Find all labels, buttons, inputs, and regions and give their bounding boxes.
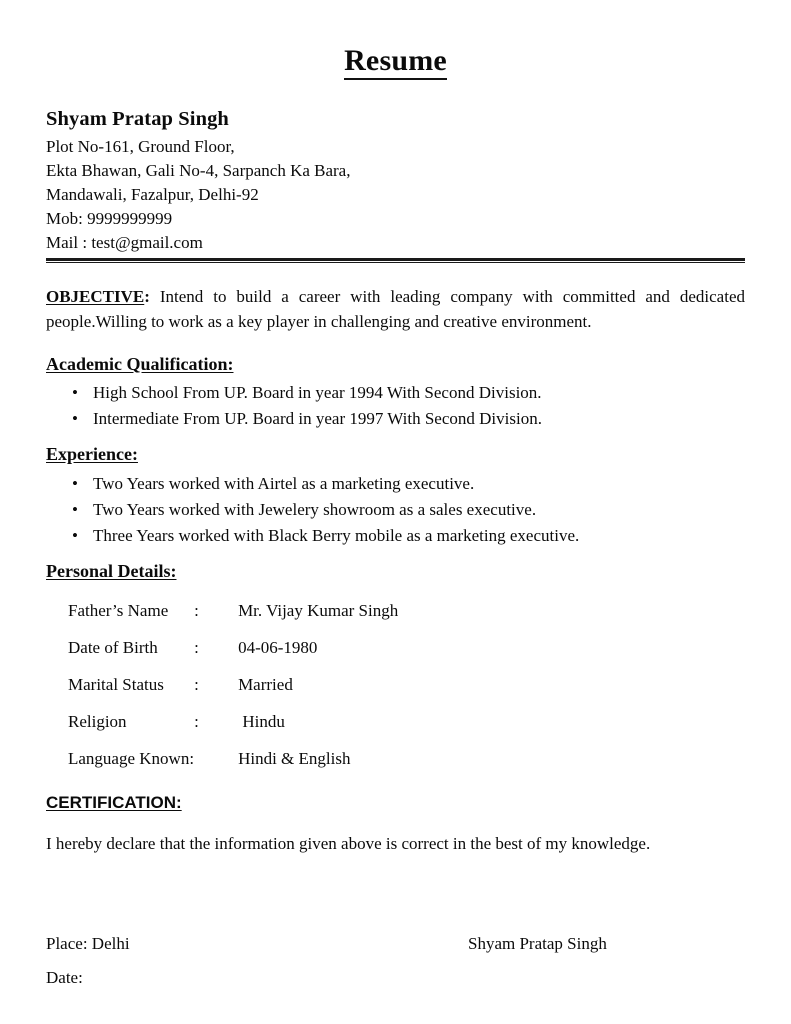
signature-name: Shyam Pratap Singh: [468, 934, 607, 953]
experience-heading-text: Experience:: [46, 444, 138, 465]
academic-heading-text: Academic Qualification:: [46, 353, 234, 374]
list-item: [46, 375, 745, 401]
bullet-icon: •: [72, 383, 78, 403]
footer: [46, 856, 745, 1003]
address-line: Mandawali, Fazalpur, Delhi-92: [46, 185, 259, 205]
list-item: [46, 401, 745, 427]
table-row: [46, 629, 398, 666]
detail-value: 04-06-1980: [238, 638, 318, 658]
list-item-text: Two Years worked with Jewelery showroom as a sales executive.: [93, 499, 537, 519]
detail-label: Marital Status: [68, 675, 164, 695]
objective-label-text: OBJECTIVE: [46, 287, 145, 307]
address-line: Ekta Bhawan, Gali No-4, Sarpanch Ka Bara,: [46, 160, 351, 180]
detail-label: Language Known:: [68, 749, 195, 769]
detail-value: Married: [238, 675, 293, 695]
objective-label-colon: :: [144, 287, 150, 307]
page-title: [46, 0, 745, 76]
academic-heading: [46, 354, 745, 376]
bullet-icon: •: [72, 473, 78, 493]
place-text: Place: Delhi: [46, 934, 130, 953]
contact-block: [46, 133, 745, 256]
detail-value: Hindu: [238, 712, 285, 732]
objective-paragraph: [46, 285, 745, 333]
list-item: [46, 466, 745, 492]
address-line: Plot No-161, Ground Floor,: [46, 136, 235, 156]
objective-section: [46, 263, 745, 333]
detail-label: Father’s Name: [68, 601, 169, 621]
detail-label: Date of Birth: [68, 638, 158, 658]
table-row: [46, 592, 398, 629]
bullet-icon: •: [72, 499, 78, 519]
objective-text: Intend to build a career with leading company with committed and dedicated people.Willing to work as a key player in challenging and creative environment.: [46, 287, 745, 331]
table-row: [46, 666, 398, 703]
list-item-text: Two Years worked with Airtel as a marketing executive.: [93, 473, 475, 493]
phone-line: Mob: 9999999999: [46, 209, 173, 229]
applicant-name: Shyam Pratap Singh: [46, 108, 229, 130]
table-row: [46, 740, 398, 777]
table-row: [46, 703, 398, 740]
certification-heading: CERTIFICATION:: [46, 793, 182, 813]
footer-row-date: [46, 969, 745, 1003]
certification-section: [46, 777, 745, 856]
detail-colon: :: [194, 638, 199, 658]
detail-colon: [194, 740, 238, 777]
personal-details-table: [46, 592, 398, 777]
academic-section: [46, 334, 745, 428]
certification-text: I hereby declare that the information given above is correct in the best of my knowledge.: [46, 833, 651, 853]
personal-details-heading-text: Personal Details:: [46, 560, 177, 581]
detail-value: Hindi & English: [238, 749, 351, 769]
personal-details-heading: [46, 561, 745, 583]
objective-label: [46, 287, 150, 306]
experience-heading: [46, 444, 745, 466]
detail-label: Religion: [68, 712, 127, 732]
personal-details-section: [46, 544, 745, 778]
page-title-text: Resume: [344, 44, 447, 80]
email-line: Mail : test@gmail.com: [46, 233, 203, 253]
bullet-icon: •: [72, 409, 78, 429]
date-text: Date:: [46, 968, 83, 987]
list-item: [46, 492, 745, 518]
bullet-icon: •: [72, 525, 78, 545]
academic-list: [46, 375, 745, 427]
list-item-text: Intermediate From UP. Board in year 1997 With Second Division.: [93, 409, 542, 429]
footer-row-place: [46, 935, 745, 969]
list-item: [46, 518, 745, 544]
experience-list: [46, 466, 745, 544]
list-item-text: Three Years worked with Black Berry mobile as a marketing executive.: [93, 525, 580, 545]
detail-value: Mr. Vijay Kumar Singh: [238, 601, 399, 621]
experience-section: [46, 427, 745, 544]
detail-colon: :: [194, 675, 199, 695]
list-item-text: High School From UP. Board in year 1994 With Second Division.: [93, 383, 542, 403]
detail-colon: :: [194, 712, 199, 732]
detail-colon: :: [194, 601, 199, 621]
